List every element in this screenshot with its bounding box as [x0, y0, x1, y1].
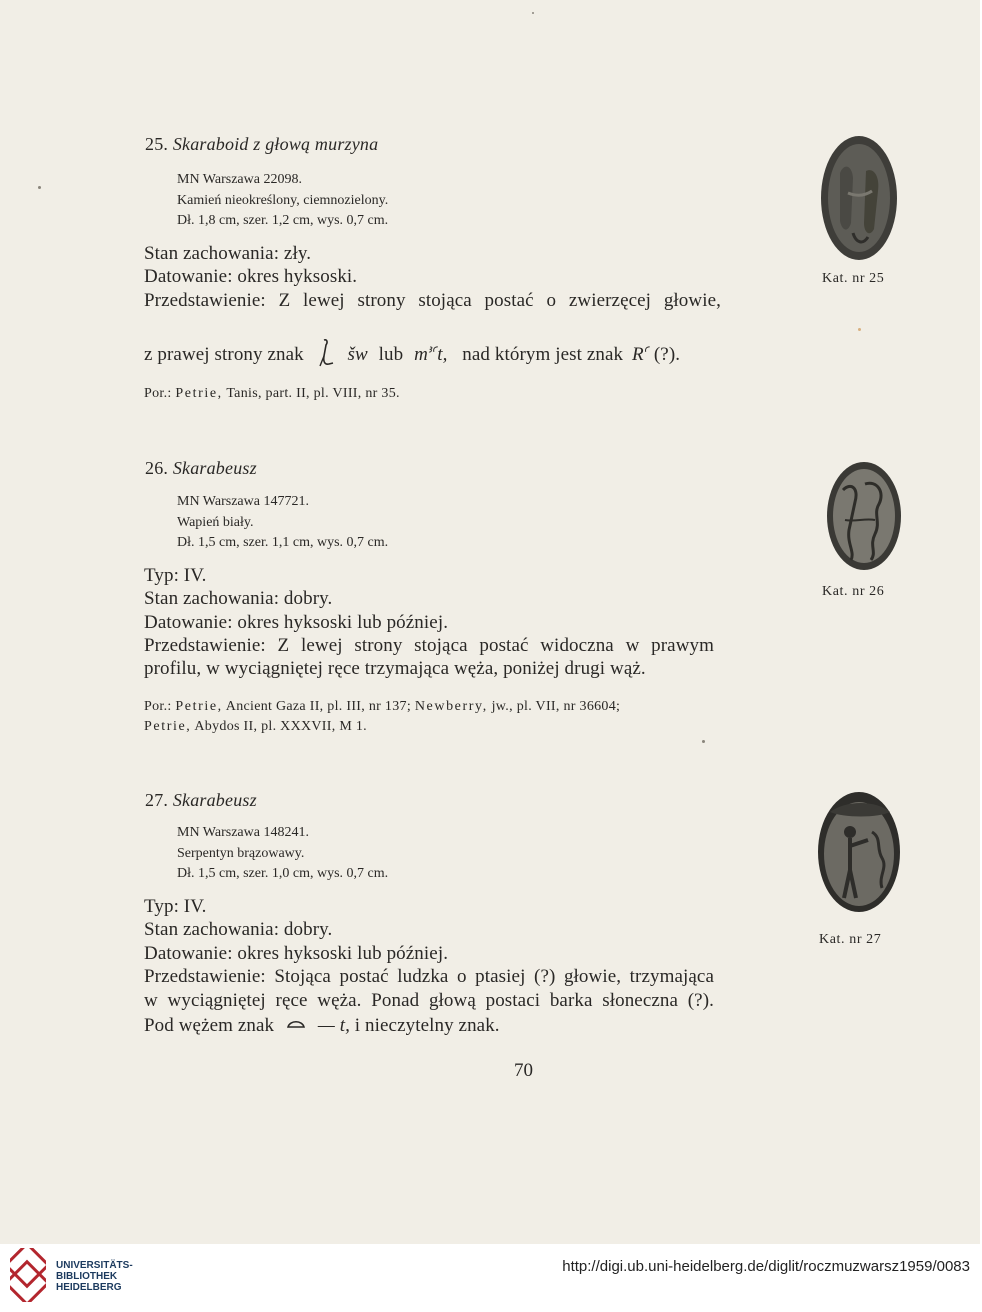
- library-logo-icon: [10, 1248, 46, 1302]
- entry-25-name: Skaraboid z głową murzyna: [172, 134, 379, 154]
- entry-25-desc-translit-sw: šw: [347, 344, 368, 365]
- source-url-link[interactable]: http://digi.ub.uni-heidelberg.de/diglit/roczmuzwarsz1959/0083: [562, 1258, 970, 1275]
- entry-25-reference: [144, 386, 400, 402]
- entry-26-reference-line1: [144, 699, 620, 715]
- entry-26-material: Wapień biały.: [177, 515, 254, 530]
- entry-26-reference-line2: [144, 719, 367, 735]
- scan-speck: [38, 186, 41, 189]
- logo-line-3: HEIDELBERG: [56, 1282, 122, 1293]
- scarab-25-image: [818, 133, 900, 263]
- entry-25-desc-text-a: z prawej strony znak: [144, 344, 304, 365]
- translit-r: R: [631, 344, 644, 365]
- entry-25-description-line2: [144, 338, 680, 368]
- entry-27-inventory: MN Warszawa 148241.: [177, 825, 309, 840]
- entry-25-desc-text-f: nad którym jest znak: [462, 344, 624, 365]
- scarab-26-image: [825, 460, 903, 572]
- ref-text: Abydos II, pl. XXXVII, M 1.: [194, 719, 367, 734]
- ref-author: Petrie,: [144, 719, 192, 734]
- entry-25-desc-text-h: (?).: [653, 344, 681, 365]
- translit-m: m: [414, 344, 428, 365]
- ref-author: Petrie,: [175, 699, 223, 714]
- ref-author: Petrie,: [175, 386, 223, 401]
- entry-27-description: Przedstawienie: Stojąca postać ludzka o ptasiej (?) głowie, trzymająca: [144, 966, 714, 987]
- ref-text: Ancient Gaza II, pl. III, nr 137;: [225, 699, 412, 714]
- entry-26-type: Typ: IV.: [144, 565, 207, 586]
- entry-25-description: Przedstawienie: Z lewej strony stojąca postać o zwierzęcej głowie,: [144, 290, 721, 311]
- scan-speck: [702, 740, 705, 743]
- entry-26-title: [145, 458, 257, 479]
- shw-hieroglyph-icon: [315, 338, 337, 368]
- t-hieroglyph-icon: [287, 1014, 305, 1026]
- entry-26-condition: Stan zachowania: dobry.: [144, 588, 333, 609]
- library-logo-text: [56, 1260, 133, 1293]
- translit-t: t,: [437, 344, 448, 365]
- translit-r-sup: ꜥ: [643, 343, 649, 356]
- entry-27-type: Typ: IV.: [144, 896, 207, 917]
- entry-27-name: Skarabeusz: [172, 790, 257, 810]
- entry-25-desc-text-lub: lub: [378, 344, 404, 365]
- ref-text: jw., pl. VII, nr 36604;: [491, 699, 621, 714]
- entry-26-dimensions: Dł. 1,5 cm, szer. 1,1 cm, wys. 0,7 cm.: [177, 535, 389, 550]
- logo-line-2: BIBLIOTHEK: [56, 1271, 118, 1282]
- entry-25-desc-translit-r: [632, 344, 649, 365]
- entry-25-dimensions: Dł. 1,8 cm, szer. 1,2 cm, wys. 0,7 cm.: [177, 213, 389, 228]
- entry-27-condition: Stan zachowania: dobry.: [144, 919, 333, 940]
- logo-line-1: UNIVERSITÄTS-: [56, 1260, 133, 1271]
- entry-25-number: 25.: [145, 134, 169, 154]
- entry-26-caption: Kat. nr 26: [822, 584, 885, 599]
- desc-translit-t: — t,: [317, 1015, 350, 1036]
- desc-text-a: Pod wężem znak: [144, 1015, 275, 1036]
- entry-25-dating: Datowanie: okres hyksoski.: [144, 266, 358, 287]
- entry-26-dating: Datowanie: okres hyksoski lub później.: [144, 612, 449, 633]
- entry-27-number: 27.: [145, 790, 169, 810]
- entry-25-inventory: MN Warszawa 22098.: [177, 172, 302, 187]
- ref-text: Tanis, part. II, pl. VIII, nr 35.: [226, 386, 400, 401]
- entry-25-material: Kamień nieokreślony, ciemnozielony.: [177, 193, 389, 208]
- translit-sup: ꜣꜥ: [427, 343, 438, 356]
- entry-27-description-line3: [144, 1014, 500, 1037]
- entry-27-material: Serpentyn brązowawy.: [177, 846, 305, 861]
- entry-27-description-line2: w wyciągniętej ręce węża. Ponad głową postaci barka słoneczna (?).: [144, 990, 714, 1011]
- entry-27-dating: Datowanie: okres hyksoski lub później.: [144, 943, 449, 964]
- ref-prefix: Por.:: [144, 386, 172, 401]
- entry-25-caption: Kat. nr 25: [822, 271, 885, 286]
- ref-prefix: Por.:: [144, 699, 172, 714]
- entry-26-inventory: MN Warszawa 147721.: [177, 494, 309, 509]
- page-number: 70: [514, 1060, 533, 1081]
- entry-26-name: Skarabeusz: [172, 458, 257, 478]
- entry-26-description-line2: profilu, w wyciągniętej ręce trzymająca węża, poniżej drugi wąż.: [144, 658, 646, 679]
- scarab-27-image: [816, 790, 902, 914]
- entry-26-description: Przedstawienie: Z lewej strony stojąca postać widoczna w prawym: [144, 635, 714, 656]
- entry-26-number: 26.: [145, 458, 169, 478]
- desc-text-c: i nieczytelny znak.: [354, 1015, 500, 1036]
- footer-bar: [0, 1244, 982, 1312]
- entry-27-caption: Kat. nr 27: [819, 932, 882, 947]
- entry-25-condition: Stan zachowania: zły.: [144, 243, 312, 264]
- scan-speck: [858, 328, 861, 331]
- entry-25-desc-translit-mt: [414, 344, 447, 365]
- entry-25-title: [145, 134, 378, 155]
- entry-27-title: [145, 790, 257, 811]
- scan-speck: [532, 12, 534, 14]
- entry-27-dimensions: Dł. 1,5 cm, szer. 1,0 cm, wys. 0,7 cm.: [177, 866, 389, 881]
- ref-author: Newberry,: [414, 699, 488, 714]
